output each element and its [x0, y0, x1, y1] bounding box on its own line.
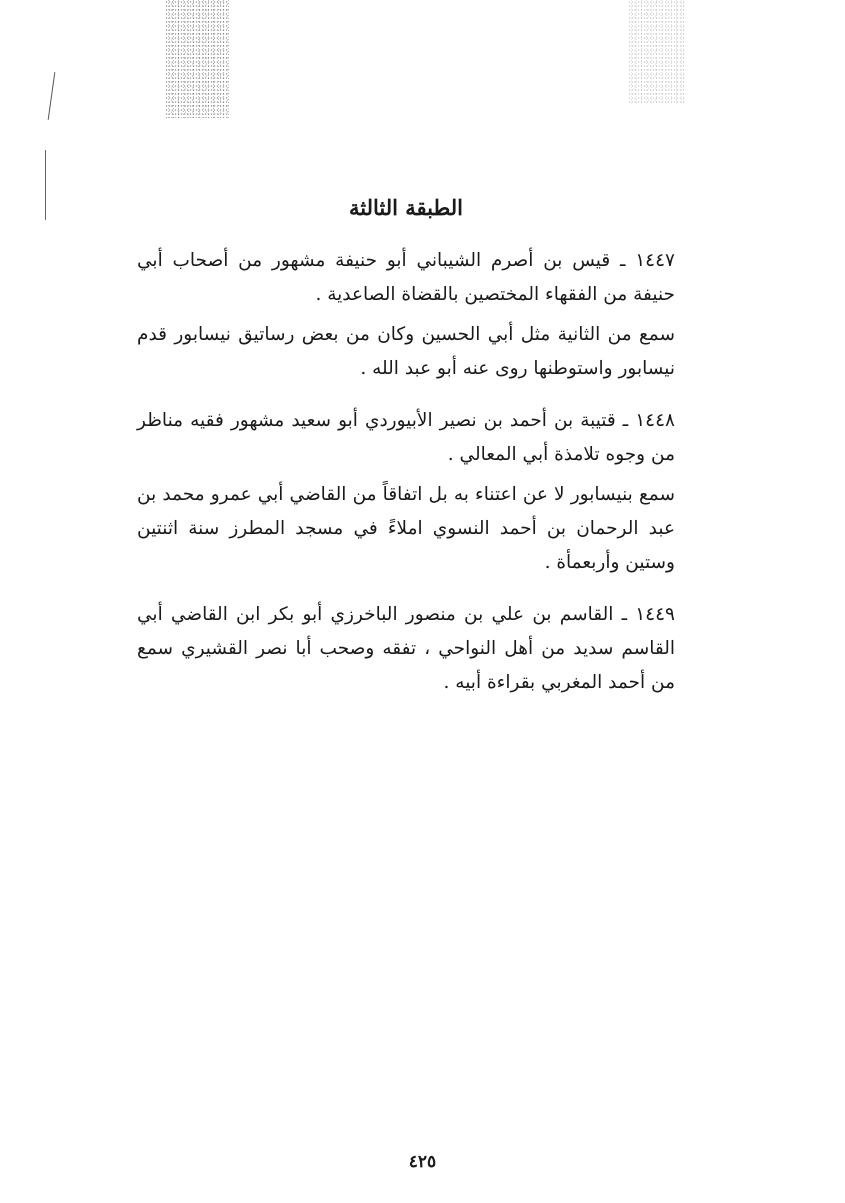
margin-pencil-mark	[45, 150, 46, 220]
entry-1448	[137, 404, 675, 580]
body-text	[137, 190, 675, 718]
entry-paragraph: ١٤٤٧ ـ قيس بن أصرم الشيباني أبو حنيفة مشهور من أصحاب أبي حنيفة من الفقهاء المختصين بالقضاة الصاعدية .	[137, 250, 675, 305]
entry-1449	[137, 598, 675, 700]
entry-paragraph: سمع بنيسابور لا عن اعتناء به بل اتفاقاً من القاضي أبي عمرو محمد بن عبد الرحمان بن أحمد النسوي املاءً في مسجد المطرز سنة اثنتين وستين وأربعمأة .	[137, 484, 675, 573]
entry-paragraph: ١٤٤٨ ـ قتيبة بن أحمد بن نصير الأبيوردي أبو سعيد مشهور فقيه مناظر من وجوه تلامذة أبي المعالي .	[137, 410, 675, 465]
entry-paragraph: سمع من الثانية مثل أبي الحسين وكان من بعض رساتيق نيسابور قدم نيسابور واستوطنها روى عنه أبو عبد الله .	[137, 324, 675, 379]
scan-noise-top-right	[628, 0, 686, 105]
page-number: ٤٢٥	[408, 1152, 437, 1172]
margin-pencil-mark	[48, 72, 56, 120]
entry-paragraph: ١٤٤٩ ـ القاسم بن علي بن منصور الباخرزي أبو بكر ابن القاضي أبي القاسم سديد من أهل النواحي ، تفقه وصحب أبا نصر القشيري سمع من أحمد المغربي بقراءة أبيه .	[137, 604, 675, 693]
page-heading: الطبقة الثالثة	[349, 195, 463, 220]
entry-1447	[137, 244, 675, 386]
scan-noise-top-left	[165, 0, 229, 118]
